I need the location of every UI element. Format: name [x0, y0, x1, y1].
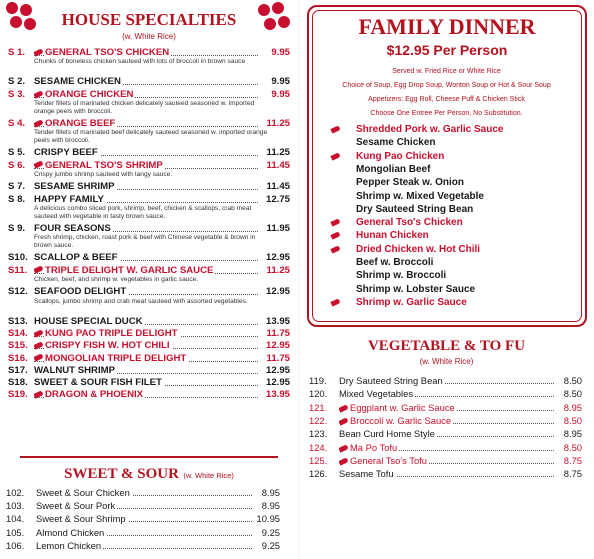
item-number: S13. [8, 315, 28, 327]
family-dinner-note: Choice of Soup, Egg Drop Soup, Wonton Soup or Hot & Sour Soup [342, 82, 551, 89]
item-description: Tender fillets of marinated beef delicately sauteed seasoned w. imported orange peels with broccoli. [34, 129, 268, 145]
item-price: 10.95 [256, 513, 280, 525]
item-number: S 8. [8, 193, 26, 205]
family-dinner-entree[interactable] [356, 244, 480, 255]
family-dinner-entree[interactable] [356, 124, 503, 135]
family-dinner-entree[interactable] [356, 297, 467, 308]
hot-spicy-icon [34, 391, 44, 399]
item-name: Lemon Chicken [36, 539, 102, 551]
item-name: ORANGE CHICKEN [45, 88, 134, 100]
entree-name: Hunan Chicken [356, 230, 429, 242]
item-name: Eggplant w. Garlic Sauce [350, 401, 455, 413]
item-number: S19. [8, 389, 28, 401]
item-price: 8.50 [563, 441, 582, 453]
family-dinner-entree[interactable] [356, 137, 436, 148]
item-number: 119. [309, 375, 327, 386]
item-price: 12.95 [265, 286, 290, 298]
item-price: 9.95 [271, 88, 290, 100]
menu-item[interactable] [8, 340, 290, 352]
item-number: S 3. [8, 88, 26, 100]
entree-name: General Tso's Chicken [356, 217, 463, 229]
sweet-sour-subtitle: (w. White Rice) [183, 471, 234, 480]
item-price: 13.95 [265, 315, 290, 327]
item-name: Bean Curd Home Style [339, 428, 435, 440]
item-number: S15. [8, 340, 28, 352]
family-dinner-entree[interactable] [356, 191, 484, 202]
item-price: 8.50 [563, 375, 582, 386]
item-number: 124. [309, 441, 328, 453]
vegetable-tofu-title: VEGETABLE & TO FU [367, 338, 526, 354]
item-description: Crispy jumbo shrimp sauteed with tangy sauce. [34, 170, 173, 178]
item-number: 125. [309, 454, 328, 466]
item-name: Almond Chicken [36, 526, 105, 538]
item-price: 8.95 [563, 428, 582, 440]
family-dinner-entree[interactable] [356, 177, 464, 188]
menu-item[interactable] [8, 365, 290, 377]
item-number: 126. [309, 468, 328, 480]
item-name: HOUSE SPECIAL DUCK [34, 315, 143, 327]
item-price: 12.95 [265, 364, 290, 376]
hot-spicy-icon [339, 417, 349, 425]
item-number: 105. [6, 526, 25, 538]
item-price: 8.50 [563, 414, 582, 426]
item-description: Scallops, jumbo shrimp and crab meat sauteed with assorted vegetables. [34, 297, 248, 305]
item-name: GENERAL TSO'S SHRIMP [45, 159, 163, 171]
family-dinner-note: Choose One Entree Per Person, No Substitution. [370, 110, 523, 117]
entree-name: Shrimp w. Broccoli [356, 270, 447, 282]
item-price: 11.25 [266, 264, 290, 276]
item-name: Sesame Tofu [339, 468, 394, 480]
item-number: 102. [6, 487, 25, 498]
family-dinner-entree[interactable] [356, 204, 473, 215]
item-number: S 1. [8, 47, 26, 58]
item-description: Tender fillets of marinated chicken delicately sauteed seasoned w. imported orange peels with broccoli. [34, 99, 255, 115]
entree-name: Mongolian Beef [356, 163, 431, 175]
item-name: CRISPY BEEF [34, 147, 98, 159]
item-name: HAPPY FAMILY [34, 193, 104, 205]
item-price: 11.45 [266, 159, 290, 171]
menu-item[interactable] [8, 181, 290, 193]
item-price: 9.95 [271, 47, 290, 58]
hot-spicy-icon [34, 90, 44, 98]
right-menu-page [299, 0, 594, 559]
entree-name: Shrimp w. Lobster Sauce [356, 283, 476, 295]
hot-spicy-icon [34, 119, 44, 127]
menu-item[interactable] [8, 194, 290, 206]
item-price: 13.95 [265, 389, 290, 401]
item-name: SESAME CHICKEN [34, 76, 121, 88]
family-dinner-note: Appetizers: Egg Roll, Cheese Puff & Chicken Stick [368, 96, 525, 103]
entree-name: Kung Pao Chicken [356, 150, 445, 162]
hot-spicy-icon [34, 266, 44, 274]
item-name: MONGOLIAN TRIPLE DELIGHT [45, 352, 187, 364]
family-dinner-entree[interactable] [356, 230, 429, 241]
menu-item[interactable] [8, 147, 290, 159]
family-dinner-entree[interactable] [356, 284, 475, 295]
menu-item[interactable] [8, 252, 290, 264]
item-description: Chunks of boneless chicken sauteed with lots of broccoli in brown sauce [34, 58, 246, 66]
item-name: ORANGE BEEF [45, 117, 116, 129]
item-price: 8.95 [563, 401, 582, 413]
menu-item[interactable] [8, 118, 290, 130]
item-name: Sweet & Sour Chicken [36, 487, 130, 498]
item-price: 9.95 [271, 76, 290, 88]
family-dinner-entree[interactable] [356, 257, 433, 268]
item-price: 8.95 [261, 500, 280, 512]
item-number: S10. [8, 252, 28, 264]
item-name: Broccoli w. Garlic Sauce [350, 414, 452, 426]
menu-item[interactable] [8, 316, 290, 328]
item-number: S11. [8, 264, 28, 276]
item-number: 104. [6, 513, 25, 525]
item-price: 12.95 [265, 252, 290, 264]
entree-name: Dry Sauteed String Bean [356, 203, 474, 215]
item-price: 9.25 [261, 526, 280, 538]
item-number: S 5. [8, 147, 26, 159]
item-name: Ma Po Tofu [350, 441, 398, 453]
item-name: KUNG PAO TRIPLE DELIGHT [45, 327, 178, 339]
menu-item[interactable] [8, 389, 290, 401]
item-description: Chicken, beef, and shrimp w. vegetables in garlic sauce. [34, 275, 199, 283]
family-dinner-title: FAMILY DINNER [358, 14, 536, 39]
item-number: S18. [8, 377, 28, 389]
menu-item[interactable] [8, 47, 290, 59]
item-name: General Tso's Tofu [350, 454, 428, 466]
item-name: SEAFOOD DELIGHT [34, 286, 127, 298]
hot-spicy-icon [34, 48, 44, 56]
sweet-sour-title: SWEET & SOUR [64, 466, 179, 482]
menu-item[interactable] [8, 286, 290, 298]
item-name: Dry Sauteed String Bean [339, 375, 443, 386]
item-price: 9.25 [261, 539, 280, 551]
menu-item[interactable] [8, 265, 290, 277]
item-name: TRIPLE DELIGHT W. GARLIC SAUCE [45, 264, 214, 276]
section-divider [20, 456, 278, 458]
item-name: WALNUT SHRIMP [34, 364, 116, 376]
hot-spicy-icon [339, 404, 349, 412]
entree-name: Pepper Steak w. Onion [356, 177, 464, 189]
item-number: S16. [8, 352, 28, 364]
item-description: Fresh shrimp, chicken, roast pork & beef with Chinese vegetable & brown in brown sauce. [34, 234, 256, 250]
item-description: A delicious combo sliced pork, shrimp, beef, chicken & scallops, crab meat sauteed with vegetable in tasty brown sauce. [34, 204, 252, 220]
item-price: 8.50 [563, 388, 582, 400]
sweet-sour-header [0, 465, 298, 483]
menu-item[interactable] [8, 160, 290, 172]
hot-spicy-icon [34, 354, 44, 362]
item-number: 103. [6, 500, 25, 512]
item-price: 11.25 [266, 147, 290, 159]
menu-item[interactable] [8, 353, 290, 365]
item-price: 11.95 [266, 222, 290, 234]
item-number: S14. [8, 327, 28, 339]
item-number: S 4. [8, 117, 26, 129]
item-price: 11.75 [266, 327, 290, 339]
item-name: SCALLOP & BEEF [34, 252, 118, 264]
item-price: 11.75 [266, 352, 290, 364]
item-name: Mixed Vegetables [339, 388, 414, 400]
item-name: CRISPY FISH W. HOT CHILI [45, 340, 170, 352]
item-price: 12.75 [265, 193, 290, 205]
hot-spicy-icon [34, 341, 44, 349]
item-number: S12. [8, 286, 28, 298]
item-price: 11.25 [266, 117, 290, 129]
item-number: S 2. [8, 76, 26, 88]
entree-name: Shredded Pork w. Garlic Sauce [356, 124, 504, 135]
entree-name: Sesame Chicken [356, 137, 436, 149]
item-number: 122. [309, 414, 328, 426]
family-dinner-note: Served w. Fried Rice or White Rice [392, 68, 501, 75]
hot-spicy-icon [339, 444, 349, 452]
item-price: 12.95 [265, 340, 290, 352]
menu-item[interactable] [8, 223, 290, 235]
item-name: SESAME SHRIMP [34, 181, 115, 193]
item-price: 8.75 [563, 454, 582, 466]
menu-item[interactable] [8, 76, 290, 88]
item-number: S 9. [8, 222, 26, 234]
item-name: DRAGON & PHOENIX [45, 389, 144, 401]
item-number: 123. [309, 428, 328, 440]
item-name: Sweet & Sour Shrimp [36, 513, 126, 525]
menu-item[interactable] [8, 89, 290, 101]
item-number: 106. [6, 539, 25, 551]
hot-spicy-icon [34, 329, 44, 337]
house-specialties-subtitle: (w. White Rice) [122, 32, 176, 41]
item-number: 121. [309, 401, 328, 413]
menu-item[interactable] [8, 328, 290, 340]
item-number: S 6. [8, 159, 26, 171]
item-price: 11.45 [266, 181, 290, 193]
hot-spicy-icon [339, 457, 349, 465]
item-name: GENERAL TSO'S CHICKEN [45, 47, 170, 58]
entree-name: Beef w. Broccoli [356, 257, 434, 268]
family-dinner-entree[interactable] [356, 270, 446, 281]
house-specialties-title: HOUSE SPECIALTIES [61, 10, 237, 29]
item-number: S 7. [8, 181, 26, 193]
item-price: 8.95 [261, 487, 280, 498]
vegetable-tofu-subtitle: (w. White Rice) [419, 357, 474, 366]
item-number: S17. [8, 364, 28, 376]
family-dinner-entree[interactable] [356, 217, 463, 228]
item-name: FOUR SEASONS [34, 222, 111, 234]
family-dinner-entree[interactable] [356, 164, 430, 175]
family-dinner-price: $12.95 Per Person [386, 42, 508, 58]
entree-name: Dried Chicken w. Hot Chili [356, 243, 481, 255]
item-price: 12.95 [265, 377, 290, 389]
entree-name: Shrimp w. Garlic Sauce [356, 296, 467, 308]
menu-item[interactable] [8, 377, 290, 389]
item-name: SWEET & SOUR FISH FILET [34, 377, 162, 389]
item-price: 8.75 [563, 468, 582, 480]
entree-name: Shrimp w. Mixed Vegetable [356, 190, 484, 202]
family-dinner-entree[interactable] [356, 151, 444, 162]
item-number: 120. [309, 388, 328, 400]
item-name: Sweet & Sour Pork [36, 500, 116, 512]
hot-spicy-icon [34, 161, 44, 169]
